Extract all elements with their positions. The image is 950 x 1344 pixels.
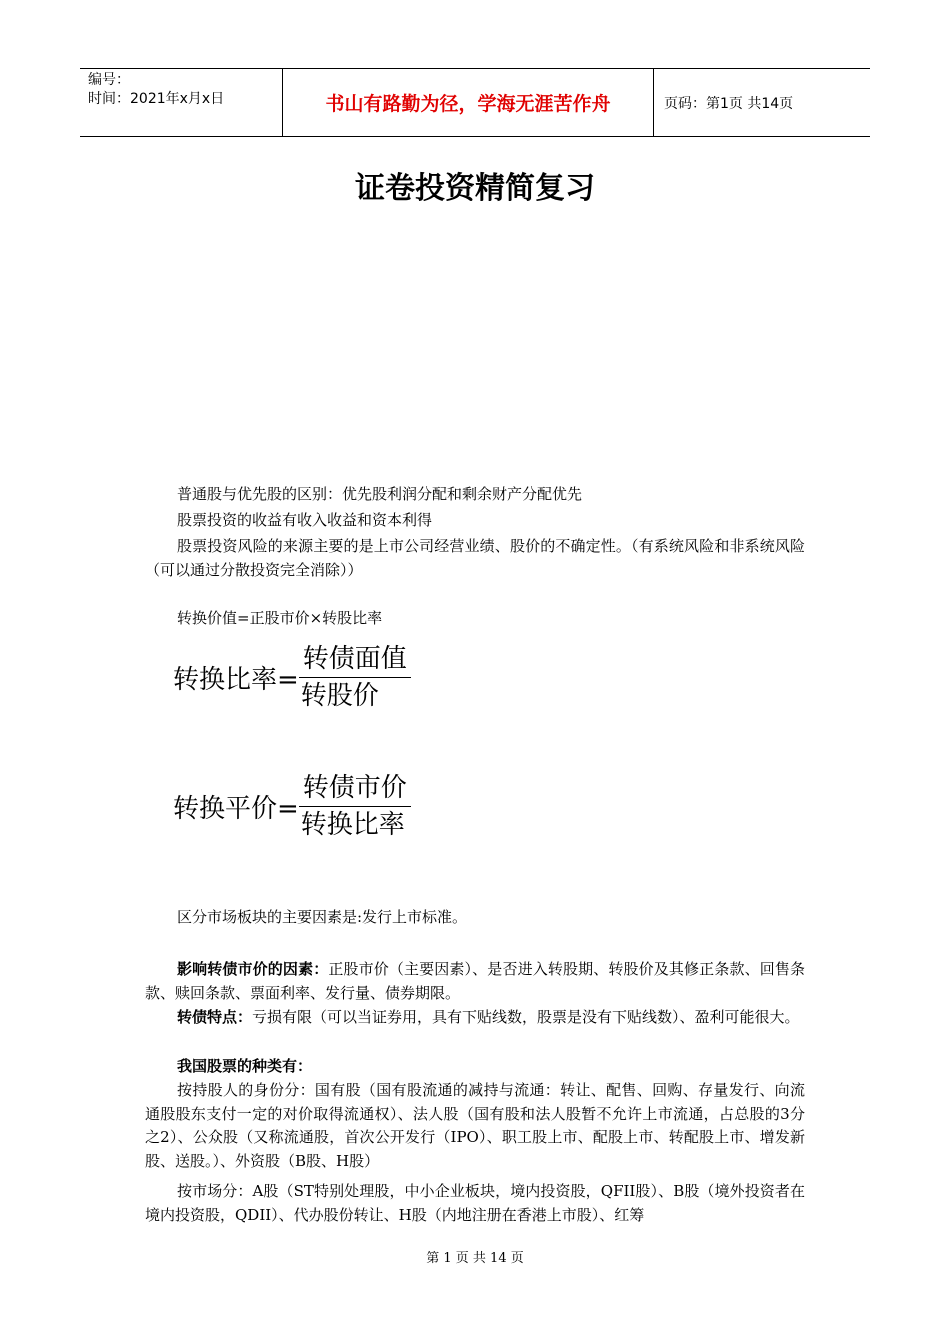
formula-numerator: 转债面值 [302, 644, 407, 674]
paragraph-stock-types-heading [145, 1055, 805, 1079]
paragraph-bond-features [145, 1006, 805, 1030]
document-title: 证卷投资精简复习 [355, 171, 595, 206]
paragraph-text: 正股市价（主要因素）、是否进入转股期、转股价及其修正条款、回售条款、赎回条款、票面利率、发行量、债券期限。 [145, 960, 805, 1002]
formula-fraction [301, 643, 409, 712]
formula-conversion-ratio [173, 643, 409, 712]
header-page-info: 页码：第1页 共14页 [664, 95, 794, 112]
paragraph-stock-by-market: 按市场分：A股（ST特别处理股，中小企业板块，境内投资股，QFII股）、B股（境外投资者在境内投资股，QDII）、代办股份转让、H股（内地注册在香港上市股）、红筹 [145, 1182, 805, 1224]
bold-heading: 影响转债市价的因素： [177, 960, 329, 978]
document-time-label: 时间：2021年x月x日 [88, 91, 225, 107]
document-number-label: 编号： [88, 72, 130, 88]
formula-conversion-parity [173, 772, 409, 841]
formula-numerator: 转债市价 [302, 773, 407, 803]
bold-heading: 转债特点： [177, 1008, 253, 1026]
header-motto: 书山有路勤为径，学海无涯苦作舟 [282, 69, 654, 136]
paragraph-preferred-stock: 普通股与优先股的区别：优先股利润分配和剩余财产分配优先 [177, 485, 583, 503]
header-meta [80, 69, 282, 136]
paragraph-conversion-value: 转换价值=正股市价×转股比率 [177, 609, 383, 627]
formula-lhs: 转换平价= [173, 794, 299, 824]
paragraph-stock-returns: 股票投资的收益有收入收益和资本利得 [177, 511, 433, 529]
paragraph-stock-risk: 股票投资风险的来源主要的是上市公司经营业绩、股价的不确定性。（有系统风险和非系统风险（可以通过分散投资完全消除）） [145, 537, 805, 579]
paragraph-text: 亏损有限（可以当证券用，具有下贴线数，股票是没有下贴线数）、盈利可能很大。 [252, 1008, 800, 1026]
page-footer: 第 1 页 共 14 页 [426, 1251, 524, 1266]
formula-lhs: 转换比率= [173, 665, 299, 695]
paragraph-bond-price-factors [145, 958, 805, 1005]
paragraph-market-segment: 区分市场板块的主要因素是:发行上市标准。 [177, 908, 468, 926]
paragraph-stock-by-holder: 按持股人的身份分：国有股（国有股流通的减持与流通：转让、配售、回购、存量发行、向流通股股东支付一定的对价取得流通权）、法人股（国有股和法人股暂不允许上市流通，占总股的3分之2）、公众股（又称流通股，首次公开发行（IPO）、职工股上市、配股上市、转配股上市、增发新股、送股。）、外资股（B股、H股） [145, 1081, 805, 1170]
bold-heading: 我国股票的种类有： [177, 1057, 313, 1075]
formula-denominator: 转换比率 [299, 806, 411, 841]
formula-denominator: 转股价 [299, 677, 411, 712]
page-header [80, 68, 870, 137]
formula-fraction [301, 772, 409, 841]
